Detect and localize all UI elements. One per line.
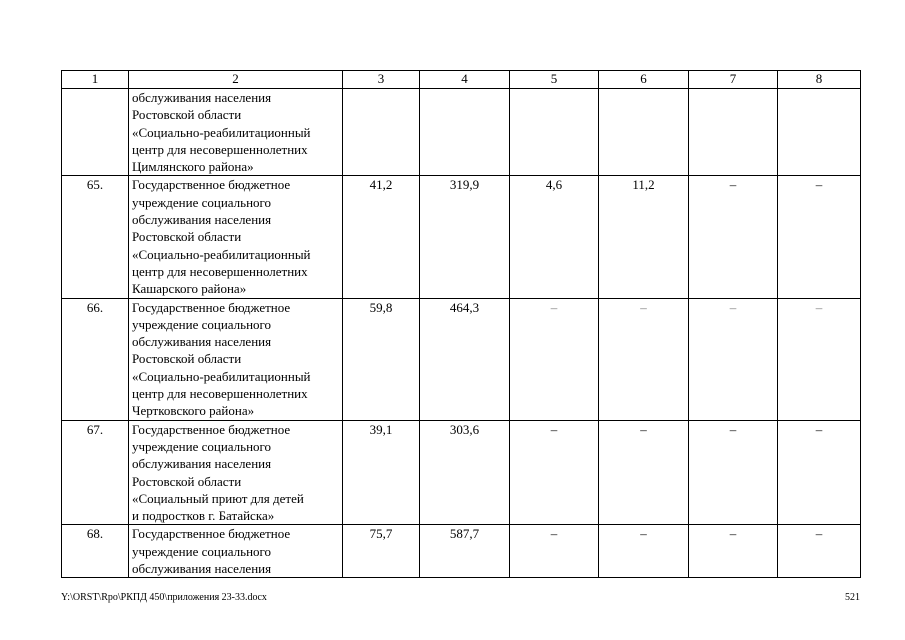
institution-name-line: «Социальный приют для детей: [132, 490, 304, 506]
institution-name-line: Ростовской области: [132, 473, 242, 489]
value-cell-c4: 587,7: [420, 525, 510, 578]
institution-name-line: Ростовской области: [132, 229, 242, 245]
table-row: [62, 298, 861, 420]
column-header: 4: [420, 71, 510, 89]
table-header-row: [62, 71, 861, 89]
institution-name-line: учреждение социального: [132, 543, 272, 559]
column-header: 7: [689, 71, 778, 89]
institution-name-line: и подростков г. Батайска»: [132, 508, 275, 524]
value-cell-c5: –: [510, 525, 599, 578]
value-cell-c3: [343, 89, 420, 176]
institution-name-line: обслуживания населения: [132, 561, 272, 577]
row-number-cell: 65.: [62, 176, 129, 298]
appendix-table: [61, 70, 861, 578]
column-header: 6: [599, 71, 689, 89]
value-cell-c7: –: [689, 420, 778, 525]
value-cell-c5: [510, 89, 599, 176]
value-cell-c7: –: [689, 298, 778, 420]
institution-name-line: Ростовской области: [132, 107, 242, 123]
value-cell-c5: –: [510, 420, 599, 525]
column-header: 2: [129, 71, 343, 89]
value-cell-c4: 464,3: [420, 298, 510, 420]
institution-name-line: «Социально-реабилитационный: [132, 246, 311, 262]
value-cell-c8: [778, 89, 861, 176]
table-row: [62, 420, 861, 525]
row-number-cell: 66.: [62, 298, 129, 420]
row-number-cell: 68.: [62, 525, 129, 578]
institution-name-cell: [129, 298, 343, 420]
table-row: [62, 525, 861, 578]
institution-name-line: учреждение социального: [132, 194, 272, 210]
value-cell-c6: –: [599, 420, 689, 525]
institution-name-line: «Социально-реабилитационный: [132, 124, 311, 140]
value-cell-c4: [420, 89, 510, 176]
row-number-cell: [62, 89, 129, 176]
column-header: 1: [62, 71, 129, 89]
institution-name-line: Ростовской области: [132, 351, 242, 367]
institution-name-line: обслуживания населения: [132, 90, 272, 105]
institution-name-line: Государственное бюджетное: [132, 421, 291, 437]
institution-name-line: центр для несовершеннолетних: [132, 141, 308, 157]
institution-name-line: обслуживания населения: [132, 212, 272, 228]
column-header: 3: [343, 71, 420, 89]
value-cell-c8: –: [778, 176, 861, 298]
institution-name-line: Чертковского района»: [132, 403, 255, 419]
institution-name-line: Государственное бюджетное: [132, 526, 291, 542]
institution-name-cell: [129, 420, 343, 525]
institution-name-line: обслуживания населения: [132, 334, 272, 350]
value-cell-c3: 39,1: [343, 420, 420, 525]
institution-name-cell: [129, 176, 343, 298]
institution-name-line: Цимлянского района»: [132, 159, 254, 175]
institution-name-line: Государственное бюджетное: [132, 299, 291, 315]
column-header: 5: [510, 71, 599, 89]
value-cell-c3: 59,8: [343, 298, 420, 420]
institution-name-line: «Социально-реабилитационный: [132, 368, 311, 384]
table-row: [62, 89, 861, 176]
institution-name-line: обслуживания населения: [132, 456, 272, 472]
value-cell-c5: 4,6: [510, 176, 599, 298]
value-cell-c7: [689, 89, 778, 176]
institution-name-line: учреждение социального: [132, 438, 272, 454]
value-cell-c6: [599, 89, 689, 176]
institution-name-line: учреждение социального: [132, 316, 272, 332]
value-cell-c8: –: [778, 420, 861, 525]
value-cell-c6: –: [599, 298, 689, 420]
value-cell-c4: 303,6: [420, 420, 510, 525]
value-cell-c7: –: [689, 176, 778, 298]
row-number-cell: 67.: [62, 420, 129, 525]
institution-name-cell: [129, 89, 343, 176]
value-cell-c7: –: [689, 525, 778, 578]
page-number: 521: [845, 592, 860, 603]
institution-name-line: центр для несовершеннолетних: [132, 263, 308, 279]
value-cell-c6: –: [599, 525, 689, 578]
column-header: 8: [778, 71, 861, 89]
institution-name-cell: [129, 525, 343, 578]
value-cell-c6: 11,2: [599, 176, 689, 298]
institution-name-line: центр для несовершеннолетних: [132, 386, 308, 402]
institution-name-line: Государственное бюджетное: [132, 177, 291, 193]
value-cell-c4: 319,9: [420, 176, 510, 298]
table-row: [62, 176, 861, 298]
value-cell-c3: 41,2: [343, 176, 420, 298]
value-cell-c3: 75,7: [343, 525, 420, 578]
value-cell-c8: –: [778, 525, 861, 578]
value-cell-c5: –: [510, 298, 599, 420]
value-cell-c8: –: [778, 298, 861, 420]
footer-file-path: Y:\ORST\Rpo\РКПД 450\приложения 23-33.docx: [61, 592, 267, 603]
institution-name-line: Кашарского района»: [132, 281, 247, 297]
